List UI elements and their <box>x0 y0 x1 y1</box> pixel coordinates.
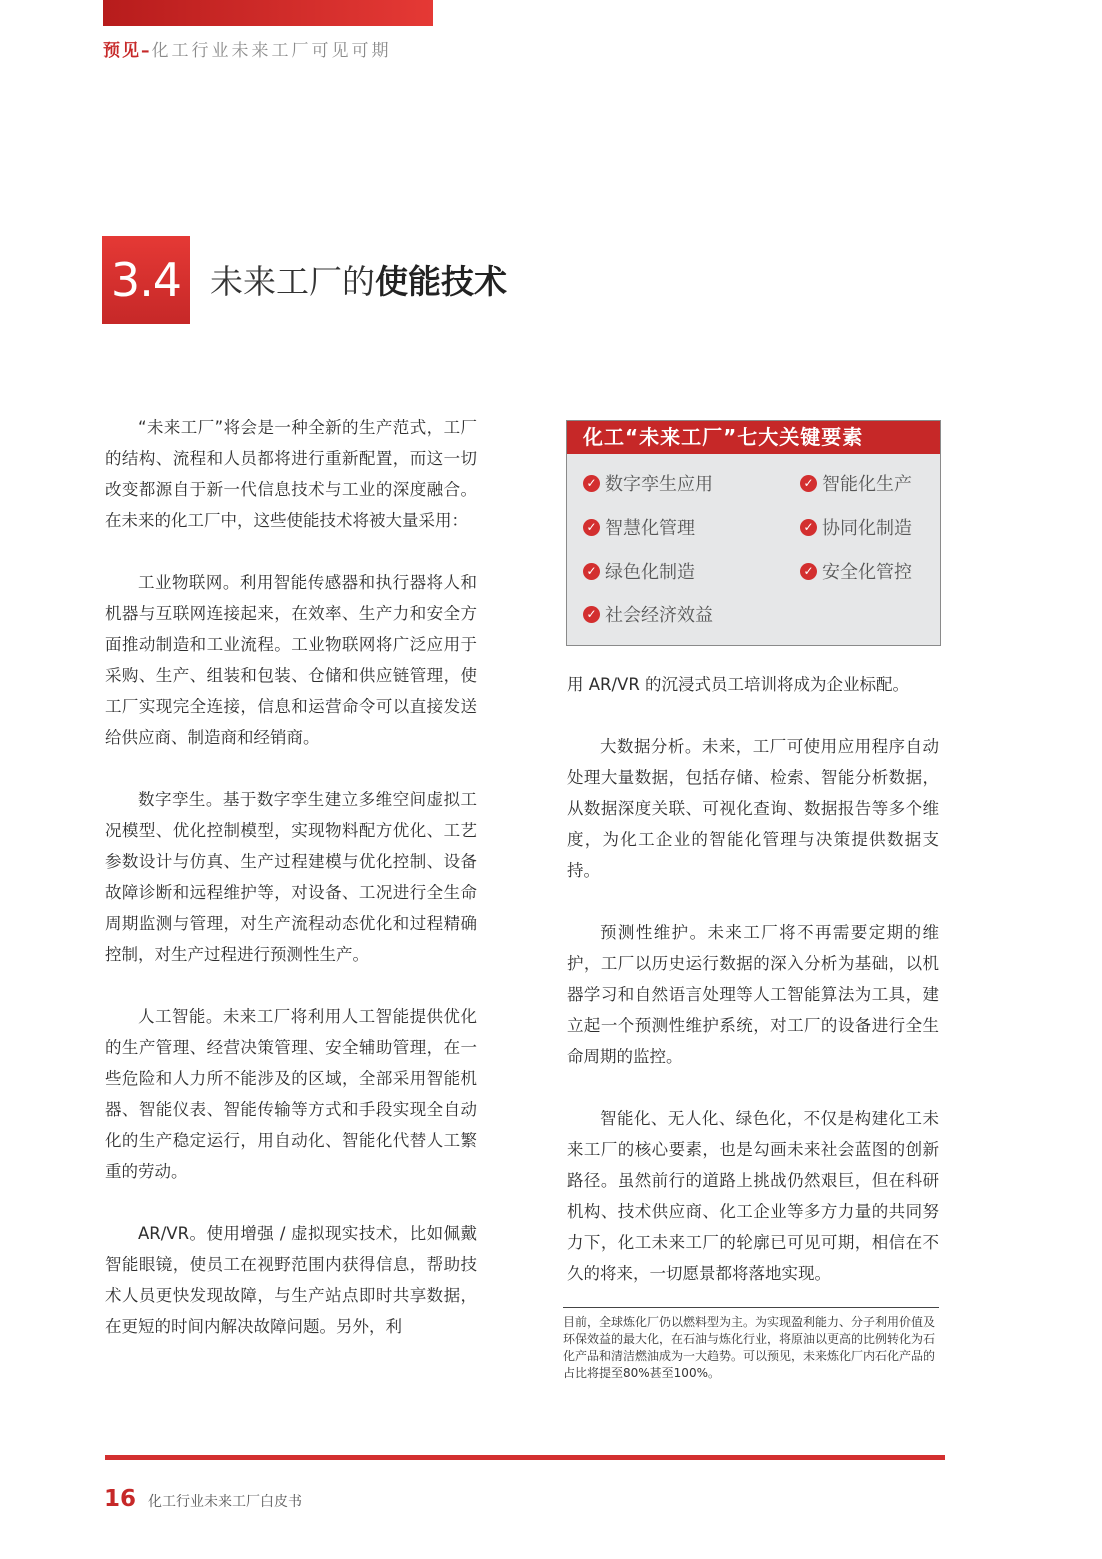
key-elements-box <box>566 420 941 646</box>
key-item-label: 安全化管控 <box>822 562 912 583</box>
paragraph-iiot: 工业物联网。利用智能传感器和执行器将人和机器与互联网连接起来，在效率、生产力和安全方面推动制造和工业流程。工业物联网将广泛应用于采购、生产、组装和包装、仓储和供应链管理，使工厂实现完全连接，信息和运营命令可以直接发送给供应商、制造商和经销商。 <box>105 573 477 747</box>
check-circle-icon: ✓ <box>800 519 817 536</box>
key-item <box>583 558 695 584</box>
top-accent-bar <box>103 0 433 26</box>
key-item <box>583 514 695 540</box>
paragraph-intro: “未来工厂”将会是一种全新的生产范式，工厂的结构、流程和人员都将进行重新配置，而这一切改变都源自于新一代信息技术与工业的深度融合。在未来的化工厂中，这些使能技术将被大量采用： <box>105 418 477 530</box>
section-title-bold: 使能技术 <box>375 262 507 301</box>
check-circle-icon: ✓ <box>583 606 600 623</box>
footnote-divider <box>563 1307 939 1308</box>
section-title <box>210 256 507 303</box>
check-circle-icon: ✓ <box>583 475 600 492</box>
key-item-label: 社会经济效益 <box>605 605 713 626</box>
paragraph-ai: 人工智能。未来工厂将利用人工智能提供优化的生产管理、经营决策管理、安全辅助管理，在一些危险和人力所不能涉及的区域，全部采用智能机器、智能仪表、智能传输等方式和手段实现全自动化的生产稳定运行，用自动化、智能化代替人工繁重的劳动。 <box>105 1007 477 1181</box>
check-circle-icon: ✓ <box>800 563 817 580</box>
right-column <box>567 669 939 1289</box>
key-item-label: 数字孪生应用 <box>605 474 713 495</box>
key-box-title: 化工“未来工厂”七大关键要素 <box>567 421 940 454</box>
key-item <box>800 514 912 540</box>
footnote: 目前，全球炼化厂仍以燃料型为主。为实现盈利能力、分子利用价值及环保效益的最大化，在石油与炼化行业，将原油以更高的比例转化为石化产品和清洁燃油成为一大趋势。可以预见，未来炼化厂内石化产品的占比将提至80%甚至100%。 <box>563 1315 936 1380</box>
key-item-label: 协同化制造 <box>822 518 912 539</box>
footer-divider <box>105 1455 945 1460</box>
footer-title: 化工行业未来工厂白皮书 <box>148 1494 302 1510</box>
page-number: 16 <box>104 1486 137 1512</box>
key-item-label: 智慧化管理 <box>605 518 695 539</box>
key-item <box>800 470 912 496</box>
header-dash: – <box>141 41 152 61</box>
paragraph-predictive-maintenance: 预测性维护。未来工厂将不再需要定期的维护，工厂以历史运行数据的深入分析为基础，以机器学习和自然语言处理等人工智能算法为工具，建立起一个预测性维护系统，对工厂的设备进行全生命周期的监控。 <box>567 923 939 1066</box>
paragraph-digital-twin: 数字孪生。基于数字孪生建立多维空间虚拟工况模型、优化控制模型，实现物料配方优化、工艺参数设计与仿真、生产过程建模与优化控制、设备故障诊断和远程维护等，对设备、工况进行全生命周期监测与管理，对生产流程动态优化和过程精确控制，对生产过程进行预测性生产。 <box>105 790 477 964</box>
paragraph-big-data: 大数据分析。未来，工厂可使用应用程序自动处理大量数据，包括存储、检索、智能分析数据，从数据深度关联、可视化查询、数据报告等多个维度，为化工企业的智能化管理与决策提供数据支持。 <box>567 737 939 880</box>
key-item-label: 绿色化制造 <box>605 562 695 583</box>
key-item <box>583 470 713 496</box>
key-item <box>583 601 713 627</box>
key-item <box>800 558 912 584</box>
check-circle-icon: ✓ <box>583 563 600 580</box>
check-circle-icon: ✓ <box>800 475 817 492</box>
running-header <box>103 36 392 61</box>
check-circle-icon: ✓ <box>583 519 600 536</box>
header-title: 化工行业未来工厂可见可期 <box>151 41 392 61</box>
paragraph-arvr-continued: 用 AR/VR 的沉浸式员工培训将成为企业标配。 <box>567 675 910 694</box>
left-column <box>105 412 477 1342</box>
paragraph-conclusion: 智能化、无人化、绿色化，不仅是构建化工未来工厂的核心要素，也是勾画未来社会蓝图的创新路径。虽然前行的道路上挑战仍然艰巨，但在科研机构、技术供应商、化工企业等多方力量的共同努力下，化工未来工厂的轮廓已可见可期，相信在不久的将来，一切愿景都将落地实现。 <box>567 1109 939 1283</box>
section-number-badge: 3.4 <box>102 236 190 324</box>
section-title-plain: 未来工厂的 <box>210 262 375 301</box>
key-item-label: 智能化生产 <box>822 474 912 495</box>
header-highlight: 预见 <box>103 41 141 61</box>
paragraph-arvr: AR/VR。使用增强 / 虚拟现实技术，比如佩戴智能眼镜，使员工在视野范围内获得信息，帮助技术人员更快发现故障，与生产站点即时共享数据，在更短的时间内解决故障问题。另外，利 <box>105 1224 477 1336</box>
